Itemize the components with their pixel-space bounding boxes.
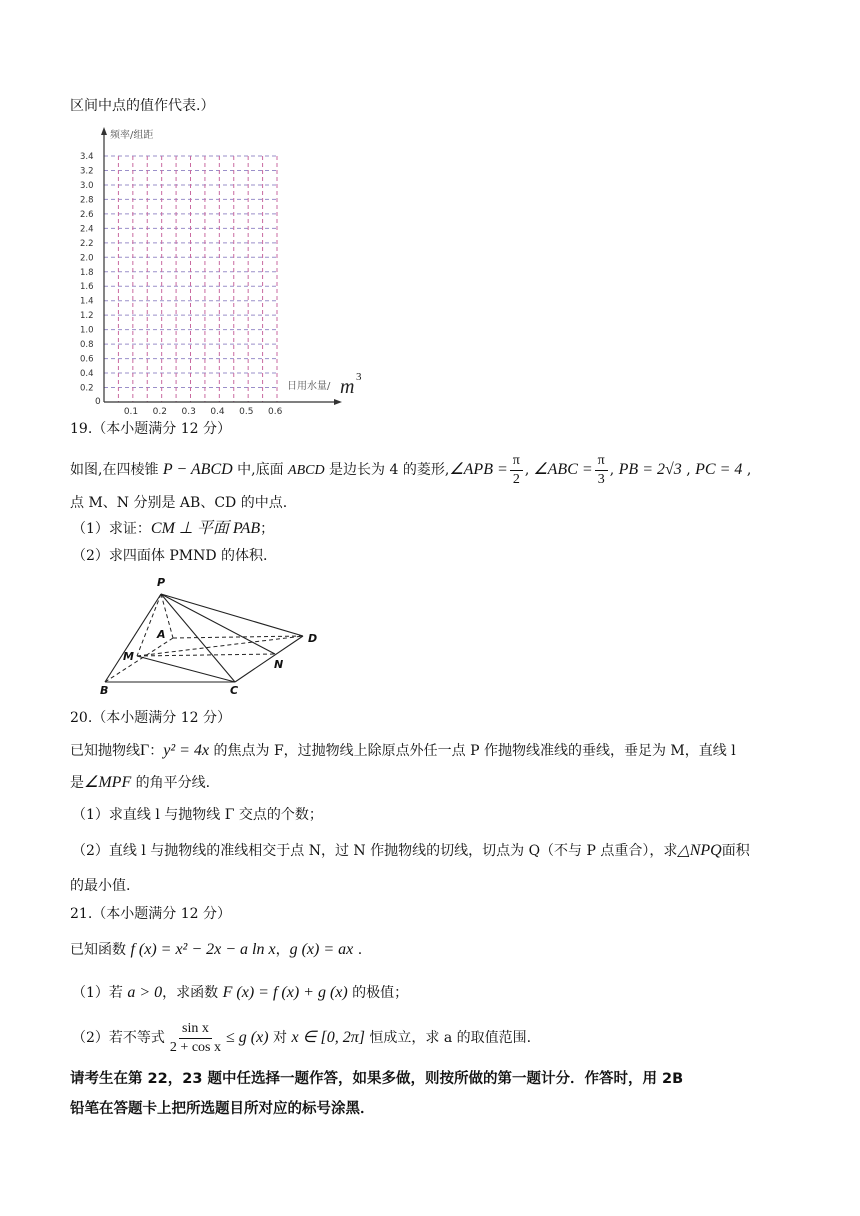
y-tick-label: 0.8 [80, 340, 94, 351]
fraction-pi-over-3: $\frac{\pi}{3}$ [595, 452, 608, 489]
x-axis-arrow [334, 399, 342, 405]
x-tick-label: 0.3 [181, 407, 196, 415]
vertex-label-d: D [308, 632, 318, 645]
vertex-label-m: M [123, 650, 134, 663]
y-tick-label: 1.4 [80, 296, 94, 307]
q19-header: 19.（本小题满分 12 分） [70, 421, 231, 437]
y-axis-label: 频率/组距 [110, 130, 154, 141]
fraction-pi-over-2: $\frac{\pi}{2}$ [510, 452, 523, 489]
y-tick-label: 2.4 [80, 224, 94, 235]
x-axis-unit-exponent: 3 [356, 371, 362, 383]
vertex-label-n: N [274, 658, 284, 671]
intro-line: 区间中点的值作代表.） [70, 98, 215, 114]
q20-part1: （1）求直线 l 与抛物线 Γ 交点的个数； [72, 807, 323, 823]
q21-stem: 已知函数 f (x) = x² − 2x − a ln x，g (x) = ax . [70, 941, 363, 958]
pyramid-figure [95, 572, 335, 702]
x-tick-label: 0.5 [239, 407, 254, 415]
y-tick-label: 3.4 [80, 152, 94, 162]
y-tick-label: 1.2 [80, 311, 94, 322]
q20-stem-line1: 已知抛物线Γ：y² = 4x 的焦点为 F，过抛物线上除原点外任一点 P 作抛物线准线的垂线，垂足为 M，直线 l [70, 742, 736, 759]
y-tick-label: 2.8 [80, 195, 94, 206]
x-tick-label: 0.6 [268, 407, 283, 415]
q19-stem-line2: 点 M、N 分别是 AB、CD 的中点. [70, 495, 288, 511]
y-axis-arrow [101, 127, 107, 135]
frequency-histogram-grid [80, 125, 380, 415]
q20-part2: （2）直线 l 与抛物线的准线相交于点 N，过 N 作抛物线的切线，切点为 Q（不与 P 点重合），求△NPQ面积 [72, 842, 750, 859]
vertex-label-p: P [157, 576, 166, 589]
q19-part1: （1）求证：CM ⊥ 平面 PAB； [72, 520, 275, 537]
y-tick-label: 0.4 [80, 369, 94, 380]
vertex-label-a: A [157, 628, 166, 641]
q20-stem-line2: 是∠MPF 的角平分线. [70, 774, 211, 791]
y-tick-label: 0.2 [80, 383, 94, 394]
y-tick-label: 0.6 [80, 354, 94, 365]
y-tick-label: 1.0 [80, 325, 94, 336]
q21-part1: （1）若 a > 0，求函数 F (x) = f (x) + g (x) 的极值； [72, 984, 409, 1001]
y-tick-label: 3.0 [80, 180, 94, 191]
y-tick-label: 2.6 [80, 209, 94, 220]
vertex-label-c: C [230, 684, 239, 697]
q19-stem-line1: 如图,在四棱锥 P − ABCD 中,底面 ABCD 是边长为 4 的菱形,∠APB = $\frac{\pi}{2}$ , ∠ABC = $\frac{\pi}{3}$ , PB = 2√3 , PC = 4 , [70, 452, 752, 487]
y-tick-label: 3.2 [80, 166, 94, 177]
q21-part2: （2）若不等式 $\frac{\text{sin x}}{\text{2 + cos x}}$ ≤ g (x) 对 x ∈ [0, 2π] 恒成立，求 a 的取值范围. [72, 1020, 532, 1055]
instruction-line1: 请考生在第 22，23 题中任选择一题作答，如果多做，则按所做的第一题计分．作答时，用 2B [70, 1071, 684, 1087]
y-tick-label: 1.6 [80, 282, 94, 293]
x-tick-label: 0.2 [152, 407, 167, 415]
q20-part2-continued: 的最小值. [70, 878, 131, 894]
vertex-label-b: B [100, 684, 109, 697]
fraction-sin-over-cos: $\frac{\text{sin x}}{\text{2 + cos x}}$ [169, 1020, 221, 1055]
q20-header: 20.（本小题满分 12 分） [70, 710, 231, 726]
y-tick-label: 2.2 [80, 238, 94, 249]
q19-part2: （2）求四面体 PMND 的体积. [72, 548, 268, 564]
q21-header: 21.（本小题满分 12 分） [70, 906, 231, 922]
instruction-line2: 铅笔在答题卡上把所选题目所对应的标号涂黑． [70, 1101, 375, 1117]
x-axis-label: 日用水量/ [287, 381, 331, 392]
x-tick-label: 0.1 [123, 407, 139, 415]
y-tick-label: 2.0 [80, 253, 94, 264]
y-tick-label: 1.8 [80, 267, 94, 278]
x-tick-label: 0.4 [210, 407, 225, 415]
x-axis-unit: m [340, 376, 355, 398]
origin-label: 0 [95, 397, 101, 407]
